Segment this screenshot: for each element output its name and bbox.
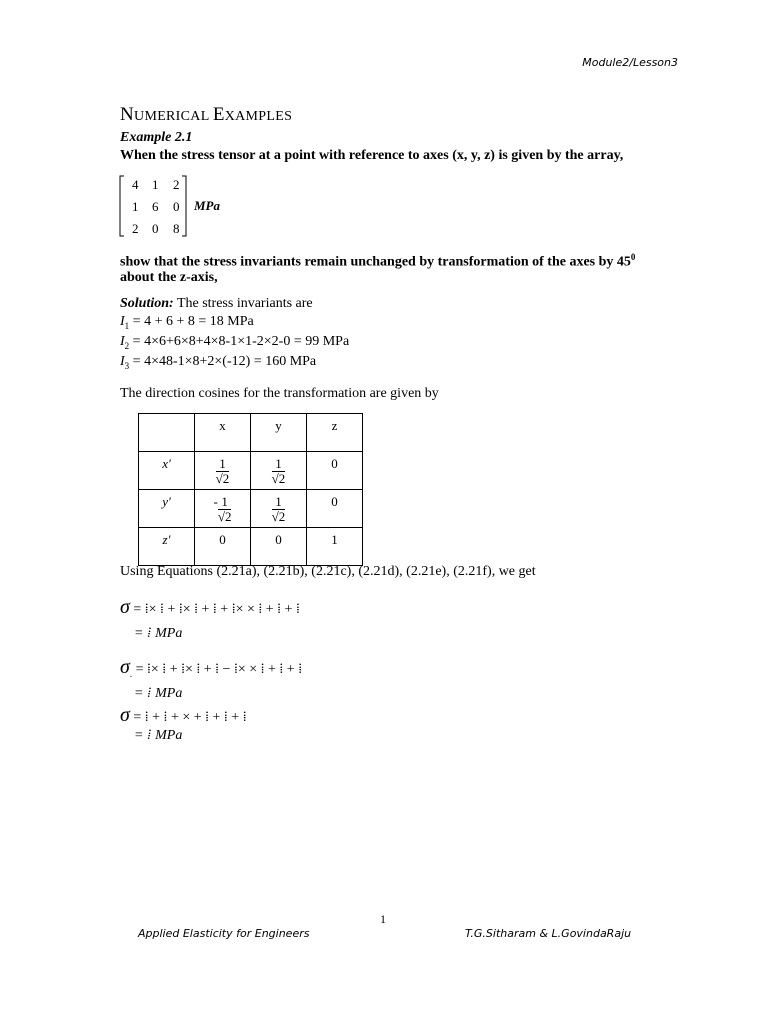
solution-intro: Solution: The stress invariants are [120, 296, 313, 311]
table-cell: $\frac{1}{√2}$ [251, 452, 307, 490]
invariant-i2: $I_2 = 4\times 6+6\times 8+4\times 8-1\times 1-2\times 2-0 = 99$ MPa [120, 334, 350, 351]
matrix-cell: 1 [152, 177, 159, 192]
using-equations-text: Using Equations (2.21a), (2.21b), (2.21c), (2.21d), (2.21e), (2.21f), we get [120, 564, 536, 579]
table-cell: $\frac{1}{√2}$ [195, 452, 251, 490]
section-title: NUMERICAL EXAMPLES [120, 104, 293, 125]
stress-eq-line5: σ = ⁞ + ⁞ + × + ⁞ + ⁞ + ⁞ [120, 704, 247, 726]
table-header-cell: y [251, 414, 307, 452]
footer-authors: T.G.Sitharam & L.GovindaRaju [465, 927, 632, 940]
invariant-i3: $I_3 = 4\times 48-1\times 8+2\times(-12) = 160$ MPa [120, 354, 317, 371]
stress-eq-line4: = ⁞ MPa [134, 686, 183, 701]
row-label: z′ [139, 528, 195, 566]
table-cell: 0 [307, 452, 363, 490]
row-label: y′ [139, 490, 195, 528]
matrix-brackets [118, 172, 248, 240]
matrix-cell: 2 [132, 221, 139, 236]
matrix-cell: 1 [132, 199, 139, 214]
stress-eq-line2: = ⁞ MPa [134, 626, 183, 641]
page-number: 1 [380, 912, 386, 926]
table-row [139, 490, 363, 528]
table-cell: 1 [307, 528, 363, 566]
table-header-cell: z [307, 414, 363, 452]
footer-book-title: Applied Elasticity for Engineers [138, 927, 310, 940]
table-cell: 0 [307, 490, 363, 528]
matrix-cell: 0 [152, 221, 159, 236]
table-row [139, 528, 363, 566]
stress-eq-line6: = ⁞ MPa [134, 728, 183, 743]
show-statement-line1: show that the stress invariants remain unchanged by transformation of the axes by $45^0$ [120, 252, 636, 270]
table-cell: 0 [251, 528, 307, 566]
table-header-cell: x [195, 414, 251, 452]
table-row [139, 452, 363, 490]
matrix-cell: 0 [173, 199, 180, 214]
matrix-unit: MPa [194, 198, 220, 213]
stress-eq-line1: σ = ⁞× ⁞ + ⁞× ⁞ + ⁞ + ⁞× × ⁞ + ⁞ + ⁞ [120, 596, 300, 618]
table-cell: 0 [195, 528, 251, 566]
table-header-cell [139, 414, 195, 452]
table-header-row [139, 414, 363, 452]
page-header: Module2/Lesson3 [582, 56, 678, 69]
matrix-cell: 8 [173, 221, 180, 236]
table-cell: - $\frac{1}{√2}$ [195, 490, 251, 528]
direction-cosines-table [138, 413, 363, 566]
stress-matrix [118, 172, 248, 245]
matrix-cell: 6 [152, 199, 159, 214]
direction-cosines-text: The direction cosines for the transformation are given by [120, 386, 439, 401]
example-label: Example 2.1 [120, 130, 193, 145]
matrix-cell: 4 [132, 177, 139, 192]
invariant-i1: $I_1 = 4 + 6 + 8 = 18$ MPa [120, 314, 254, 331]
example-statement: When the stress tensor at a point with reference to axes (x, y, z) is given by the array, [120, 148, 624, 163]
show-statement-line2: about the z-axis, [120, 270, 218, 285]
matrix-cell: 2 [173, 177, 180, 192]
row-label: x′ [139, 452, 195, 490]
table-cell: $\frac{1}{√2}$ [251, 490, 307, 528]
stress-eq-line3: $\sigma_.$ = ⁞× ⁞ + ⁞× ⁞ + ⁞ − ⁞× × ⁞ + ⁞ + ⁞ [120, 656, 303, 679]
